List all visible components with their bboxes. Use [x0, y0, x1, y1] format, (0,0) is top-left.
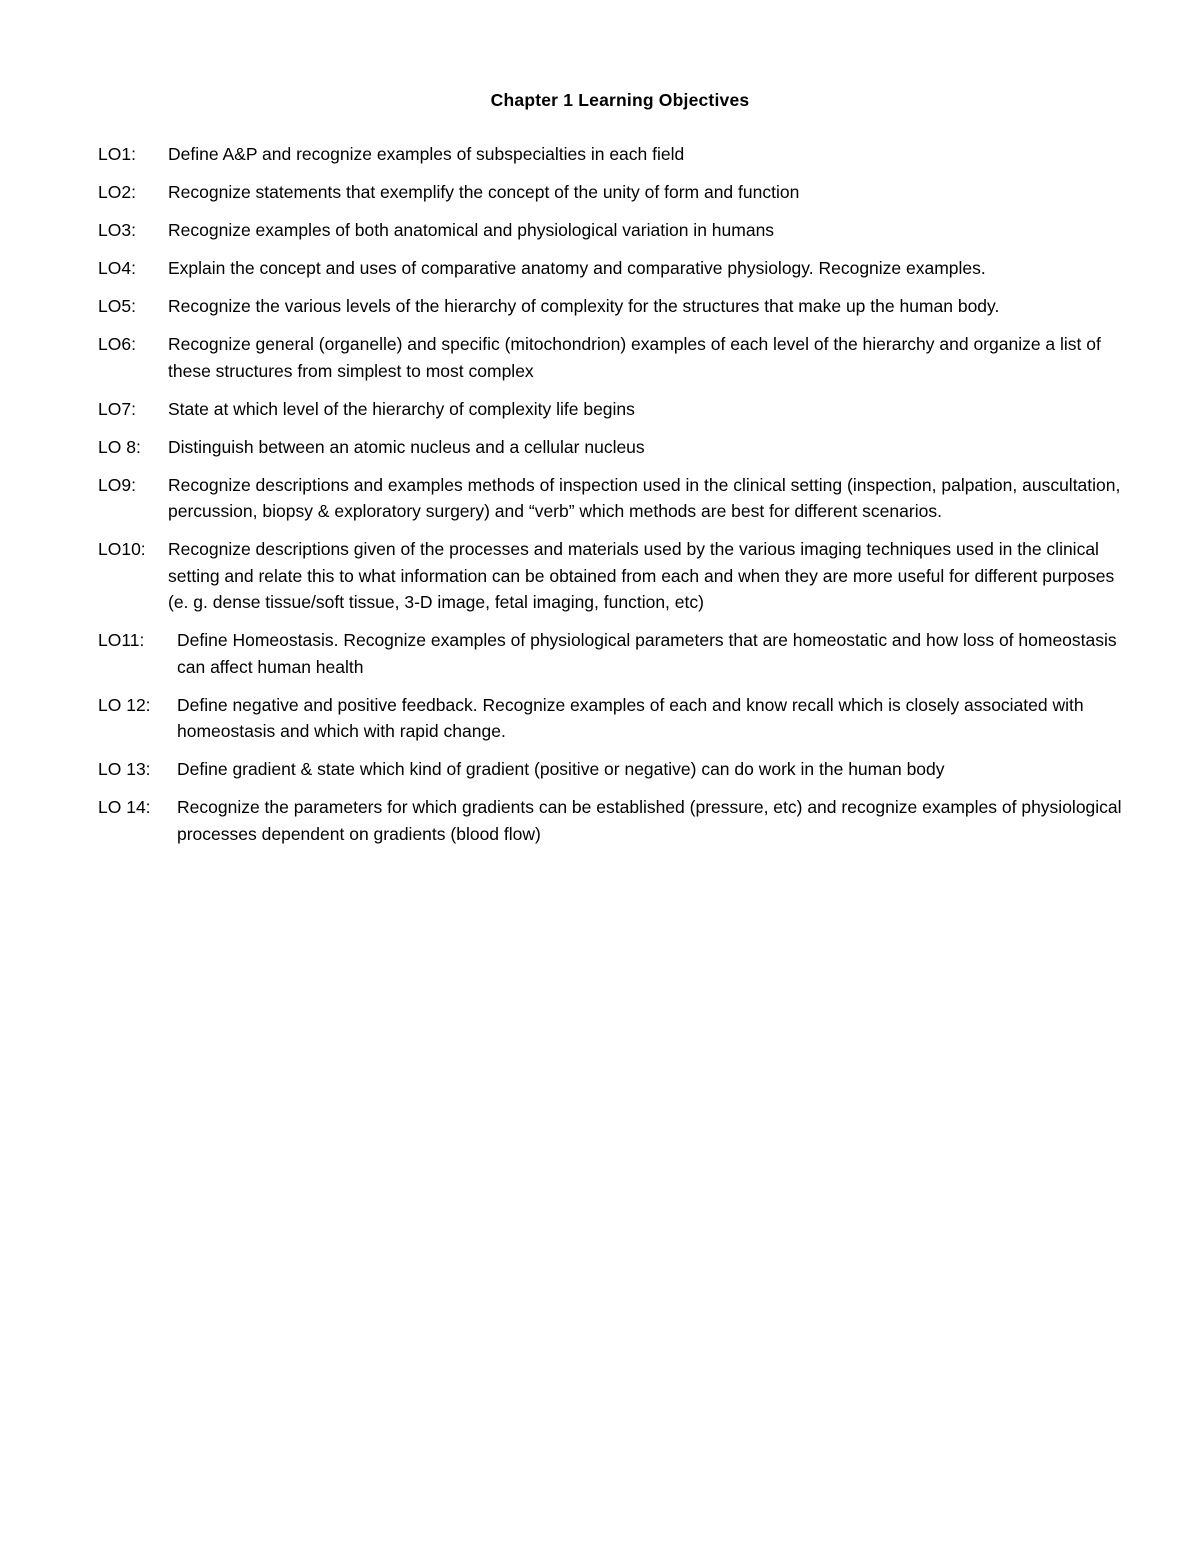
objective-label: LO2:	[98, 182, 136, 202]
objective-item	[98, 756, 1138, 783]
objective-text: Recognize statements that exemplify the concept of the unity of form and function	[168, 182, 800, 202]
objective-item	[98, 627, 1138, 680]
objective-item	[98, 396, 1138, 423]
objective-label: LO 13:	[98, 759, 151, 779]
objective-text: Recognize examples of both anatomical and physiological variation in humans	[168, 220, 775, 240]
objective-text: Explain the concept and uses of comparative anatomy and comparative physiology. Recognize examples.	[168, 258, 986, 278]
objective-text: Define negative and positive feedback. Recognize examples of each and know recall which is closely associated with homeostasis and which with rapid change.	[177, 694, 1084, 741]
objective-item	[98, 179, 1138, 206]
objective-item	[98, 692, 1138, 745]
objective-text: Recognize the parameters for which gradients can be established (pressure, etc) and recognize examples of physiological processes dependent on gradients (blood flow)	[177, 797, 1122, 844]
objective-label: LO7:	[98, 398, 136, 419]
objective-text: Recognize general (organelle) and specific (mitochondrion) examples of each level of the hierarchy and organize a list of these structures from simplest to most complex	[168, 334, 1101, 381]
objective-label: LO6:	[98, 334, 136, 354]
objective-label: LO1:	[98, 144, 136, 164]
objective-item	[98, 141, 1138, 168]
objective-label: LO 8:	[98, 436, 141, 457]
objective-text: Define A&P and recognize examples of subspecialties in each field	[168, 144, 685, 164]
page-title: Chapter 1 Learning Objectives	[490, 90, 750, 110]
objective-text: Recognize the various levels of the hierarchy of complexity for the structures that make up the human body.	[168, 296, 1000, 316]
objective-text: Define gradient & state which kind of gradient (positive or negative) can do work in the human body	[177, 759, 945, 779]
objective-text: Define Homeostasis. Recognize examples of physiological parameters that are homeostatic and how loss of homeostasis can affect human health	[177, 630, 1117, 677]
objective-item	[98, 794, 1138, 847]
objective-text: Recognize descriptions given of the processes and materials used by the various imaging techniques used in the clinical setting and relate this to what information can be obtained from each and when they are more useful for different purposes (e. g. dense tissue/soft tissue, 3-D image, fetal imaging, function, etc)	[168, 539, 1115, 612]
objective-label: LO9:	[98, 474, 136, 495]
objective-label: LO 14:	[98, 797, 151, 817]
objective-item	[98, 293, 1138, 320]
learning-objectives-list	[98, 141, 1138, 859]
objective-label: LO11:	[98, 630, 145, 650]
objective-text: Distinguish between an atomic nucleus and a cellular nucleus	[168, 436, 645, 457]
objective-item	[98, 536, 1138, 616]
objective-item	[98, 472, 1138, 525]
objective-item	[98, 434, 1138, 461]
objective-label: LO3:	[98, 220, 136, 240]
objective-item	[98, 255, 1138, 282]
objective-label: LO4:	[98, 258, 136, 278]
objective-text: Recognize descriptions and examples methods of inspection used in the clinical setting (inspection, palpation, auscultation, percussion, biopsy & exploratory surgery) and “verb” which methods are best for different scenarios.	[168, 474, 1121, 521]
objective-item	[98, 331, 1138, 384]
objective-text: State at which level of the hierarchy of complexity life begins	[168, 398, 635, 419]
objective-item	[98, 217, 1138, 244]
objective-label: LO 12:	[98, 694, 151, 715]
objective-label: LO5:	[98, 296, 136, 316]
objective-label: LO10:	[98, 539, 146, 559]
